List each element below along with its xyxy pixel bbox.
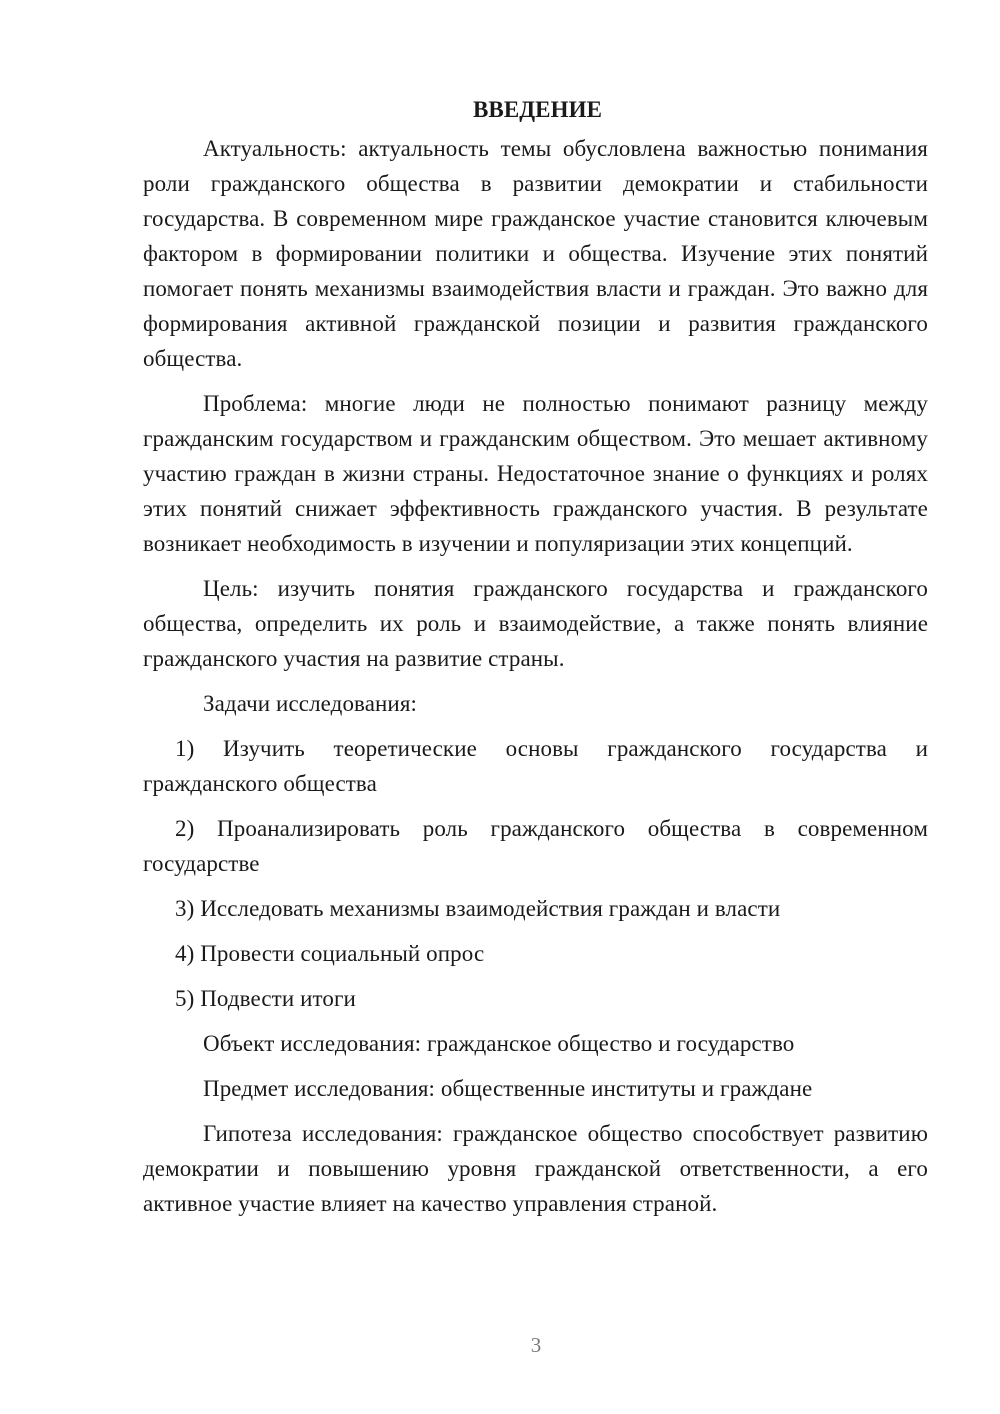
task-item-2: 2) Проанализировать роль гражданского общества в современном государстве (143, 816, 928, 876)
page-number: 3 (530, 1333, 542, 1357)
document-body (143, 92, 928, 1231)
problem-paragraph: Проблема: многие люди не полностью понимают разницу между гражданским государством и гражданским обществом. Это мешает активному участию граждан в жизни страны. Недостаточное знание о функциях и ролях этих понятий снижает эффективность гражданского участия. В результате возникает необходимость в изучении и популяризации этих концепций. (143, 391, 928, 556)
subject-line: Предмет исследования: общественные институты и граждане (203, 1076, 813, 1101)
relevance-paragraph: Актуальность: актуальность темы обусловлена важностью понимания роли гражданского общества в развитии демократии и стабильности государства. В современном мире гражданское участие становится ключевым фактором в формировании политики и общества. Изучение этих понятий помогает понять механизмы взаимодействия власти и граждан. Это важно для формирования активной гражданской позиции и развития гражданского общества. (143, 136, 928, 371)
object-line: Объект исследования: гражданское общество и государство (203, 1031, 795, 1056)
task-item-4: 4) Провести социальный опрос (175, 941, 485, 966)
task-item-5: 5) Подвести итоги (175, 986, 356, 1011)
page-title: ВВЕДЕНИЕ (472, 97, 603, 122)
task-item-1: 1) Изучить теоретические основы гражданского государства и гражданского общества (143, 736, 928, 796)
hypothesis-paragraph: Гипотеза исследования: гражданское общество способствует развитию демократии и повышению уровня гражданской ответственности, а его активное участие влияет на качество управления страной. (143, 1121, 928, 1216)
task-item-3: 3) Исследовать механизмы взаимодействия граждан и власти (175, 896, 781, 921)
tasks-list (143, 731, 928, 1016)
tasks-heading: Задачи исследования: (203, 691, 418, 716)
goal-paragraph: Цель: изучить понятия гражданского государства и гражданского общества, определить их роль и взаимодействие, а также понять влияние гражданского участия на развитие страны. (143, 576, 928, 671)
